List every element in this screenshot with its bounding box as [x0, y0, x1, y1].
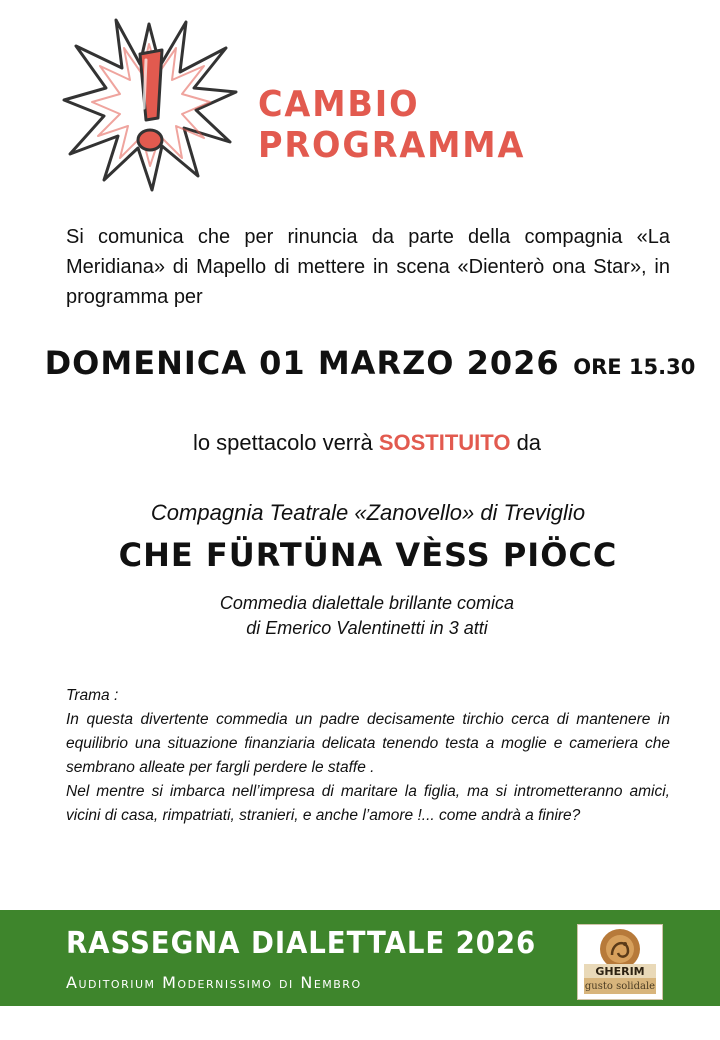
substitution-prefix: lo spettacolo verrà [192, 430, 373, 455]
company-name: Compagnia Teatrale «Zanovello» di Treviglio [150, 500, 586, 525]
plot-section [66, 684, 670, 828]
event-date [0, 344, 720, 382]
substitution-suffix: da [516, 430, 542, 455]
footer-banner [0, 910, 720, 1006]
plot-label: Trama : [66, 687, 119, 704]
logo-name: GHERIM [595, 965, 645, 978]
plot-paragraph-1: In questa divertente commedia un padre decisamente tirchio cerca di mantenere in equilibrio una situazione finanziaria delicata tenendo testa a moglie e cameriera che sembrano alleate per fargli perdere le staffe . [66, 711, 670, 776]
footer-subtitle: Auditorium Modernissimo di Nembro [66, 973, 362, 992]
play-description-line1: Commedia dialettale brillante comica [219, 593, 515, 613]
substitution-line [0, 430, 720, 456]
footer-title: RASSEGNA DIALETTALE 2026 [66, 926, 537, 961]
gherim-logo [577, 924, 663, 1000]
play-title: CHE FÜRTÜNA VÈSS PIÖCC [118, 536, 618, 574]
intro-paragraph: Si comunica che per rinuncia da parte della compagnia «La Meridiana» di Mapello di mettere in scena «Dienterò ona Star», in programma per [66, 226, 670, 308]
event-time: ORE 15.30 [573, 355, 696, 379]
event-date-main: DOMENICA 01 MARZO 2026 [44, 344, 560, 382]
plot-paragraph-2: Nel mentre si imbarca nell’impresa di maritare la figlia, ma si intrometteranno amici, vicini di casa, rimpatriati, stranieri, e anche l’amore !... come andrà a finire? [66, 783, 670, 824]
exclamation-burst-icon [58, 14, 240, 196]
logo-tagline: gusto solidale [584, 981, 656, 992]
substitution-highlight: SOSTITUITO [378, 430, 511, 455]
page-title: CAMBIO PROGRAMMA [258, 84, 526, 166]
play-description-line2: di Emerico Valentinetti in 3 atti [246, 618, 488, 638]
